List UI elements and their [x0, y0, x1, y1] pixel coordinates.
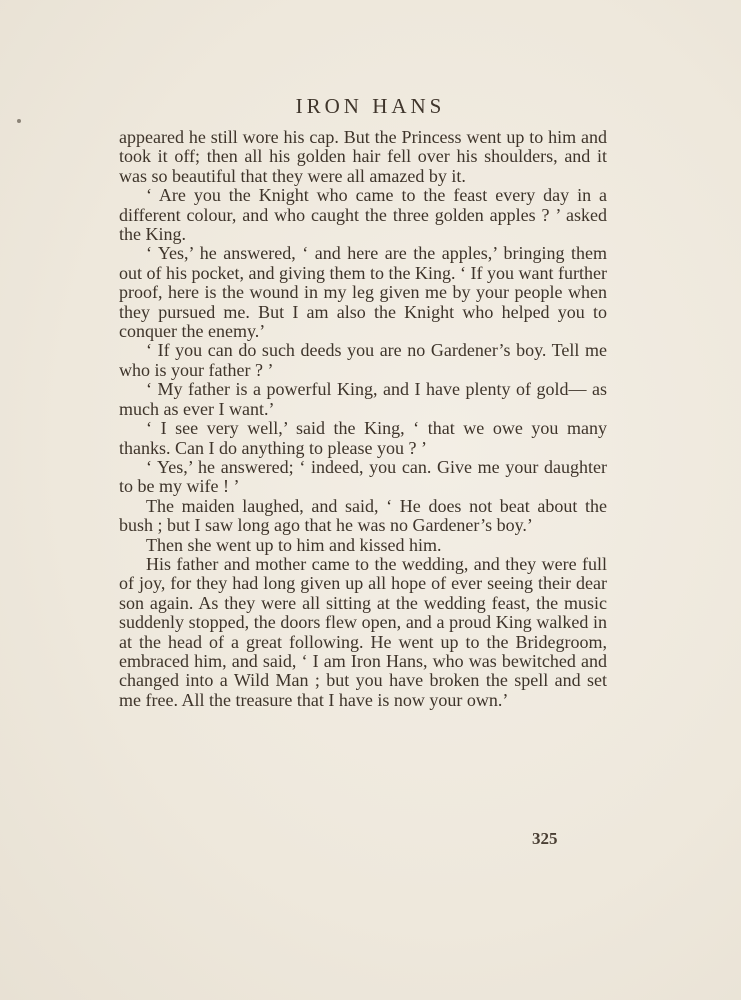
paragraph: ‘ I see very well,’ said the King, ‘ that we owe you many thanks. Can I do anything to please you ? ’	[119, 418, 607, 458]
paragraph: ‘ Are you the Knight who came to the feast every day in a different colour, and who caught the three golden apples ? ’ asked the King.	[119, 185, 607, 245]
paper-speck	[17, 119, 21, 123]
paragraph: The maiden laughed, and said, ‘ He does not beat about the bush ; but I saw long ago that he was no Gardener’s boy.’	[119, 495, 607, 536]
page-number: 325	[532, 829, 558, 848]
paragraph: ‘ If you can do such deeds you are no Gardener’s boy. Tell me who is your father ? ’	[119, 340, 607, 380]
paragraph: appeared he still wore his cap. But the Princess went up to him and took it off; then all his golden hair fell over his shoulders, and it was so beautiful that they were all amazed by it.	[119, 127, 607, 186]
paragraph: ‘ My father is a powerful King, and I have plenty of gold— as much as ever I want.’	[119, 379, 607, 419]
paragraph: His father and mother came to the wedding, and they were full of joy, for they had long given up all hope of ever seeing their dear son again. As they were all sitting at the wedding feast, the music suddenly stopped, the doors flew open, and a proud King walked in at the head of a great following. He went up to the Bridegroom, embraced him, and said, ‘ I am Iron Hans, who was bewitched and changed into a Wild Man ; but you have broken the spell and set me free. All the treasure that I have is now your own.’	[119, 553, 607, 710]
running-head: IRON HANS	[295, 94, 446, 118]
paragraph: Then she went up to him and kissed him.	[146, 534, 442, 555]
paragraph: ‘ Yes,’ he answered, ‘ and here are the apples,’ bringing them out of his pocket, and giving them to the King. ‘ If you want further proof, here is the wound in my leg given me by your people when they pursued me. But I am also the Knight who helped you to conquer the enemy.’	[119, 243, 607, 342]
body-text	[119, 128, 607, 710]
paragraph: ‘ Yes,’ he answered; ‘ indeed, you can. Give me your daughter to be my wife ! ’	[119, 456, 607, 497]
